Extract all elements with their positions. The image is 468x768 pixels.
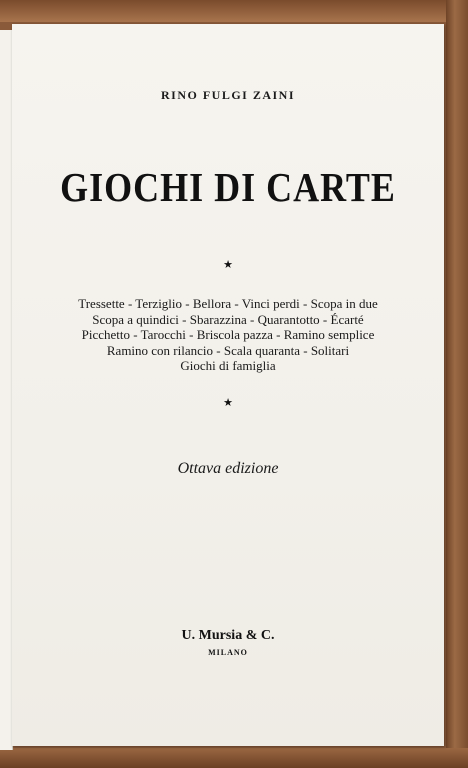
publisher-city: MILANO xyxy=(208,648,248,657)
author-name: RINO FULGI ZAINI xyxy=(160,88,295,102)
games-line: Picchetto - Tarocchi - Briscola pazza - Ramino semplice xyxy=(81,327,375,342)
edition-label: Ottava edizione xyxy=(177,460,279,477)
publisher-name: U. Mursia & C. xyxy=(181,628,275,643)
wood-background-top xyxy=(0,0,468,22)
games-line: Ramino con rilancio - Scala quaranta - Solitari xyxy=(106,342,350,358)
games-line: Giochi di famiglia xyxy=(180,358,276,373)
star-separator-top: ★ xyxy=(223,259,233,271)
star-separator-bottom: ★ xyxy=(223,397,233,409)
games-line: Tressette - Terziglio - Bellora - Vinci perdi - Scopa in due xyxy=(78,296,378,311)
wood-background-right xyxy=(446,0,468,768)
title-page xyxy=(12,24,444,746)
games-list xyxy=(42,296,414,374)
book-title: GIOCHI DI CARTE xyxy=(60,164,396,210)
wood-background-bottom xyxy=(0,748,468,768)
games-line: Scopa a quindici - Sbarazzina - Quarantotto - Écarté xyxy=(92,311,364,327)
